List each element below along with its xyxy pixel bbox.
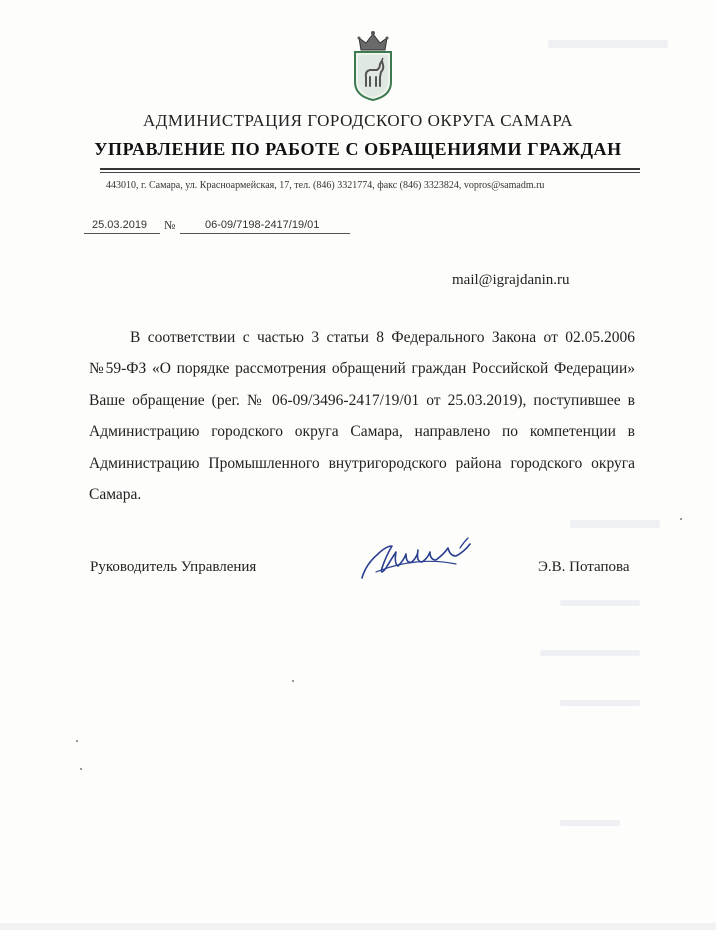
scan-speck — [292, 680, 294, 682]
scan-speck — [680, 518, 682, 520]
registration-date-underline — [84, 233, 160, 234]
recipient-email: mail@igrajdanin.ru — [452, 272, 570, 288]
registration-number-underline — [180, 233, 350, 234]
department-title: УПРАВЛЕНИЕ ПО РАБОТЕ С ОБРАЩЕНИЯМИ ГРАЖДАН — [94, 139, 622, 159]
registration-number-label: № — [164, 218, 176, 232]
scan-shadow — [560, 700, 640, 706]
scan-speck — [80, 768, 82, 770]
scan-shadow — [570, 520, 660, 528]
coat-of-arms-icon — [347, 28, 399, 102]
contact-address: 443010, г. Самара, ул. Красноармейская, 17, тел. (846) 3321774, факс (846) 3323824, vopros@samadm.ru — [106, 180, 545, 191]
header-divider — [100, 168, 640, 170]
registration-number: 06-09/7198-2417/19/01 — [205, 219, 320, 231]
signer-position: Руководитель Управления — [90, 559, 257, 575]
handwritten-signature — [356, 534, 476, 584]
header-divider-thin — [100, 172, 640, 173]
scan-shadow — [560, 600, 640, 606]
registration-date: 25.03.2019 — [92, 219, 148, 231]
scan-bottom-edge — [0, 923, 716, 930]
letter-body: В соответствии с частью 3 статьи 8 Федерального Закона от 02.05.2006 №59-ФЗ «О порядке рассмотрения обращений граждан Российской Федерации» Ваше обращение (рег. № 06-09/3496-2417/19/01 от 25.03.2019), поступившее в Администрацию городского округа Самара, направлено по компетенции в Администрацию Промышленного внутригородского района городского округа Самара. — [89, 329, 635, 504]
organization-title: АДМИНИСТРАЦИЯ ГОРОДСКОГО ОКРУГА САМАРА — [143, 111, 573, 130]
signer-name: Э.В. Потапова — [538, 559, 630, 575]
scan-speck — [76, 740, 78, 742]
scan-shadow — [560, 820, 620, 826]
scan-shadow — [548, 40, 668, 48]
scan-shadow — [540, 650, 640, 656]
